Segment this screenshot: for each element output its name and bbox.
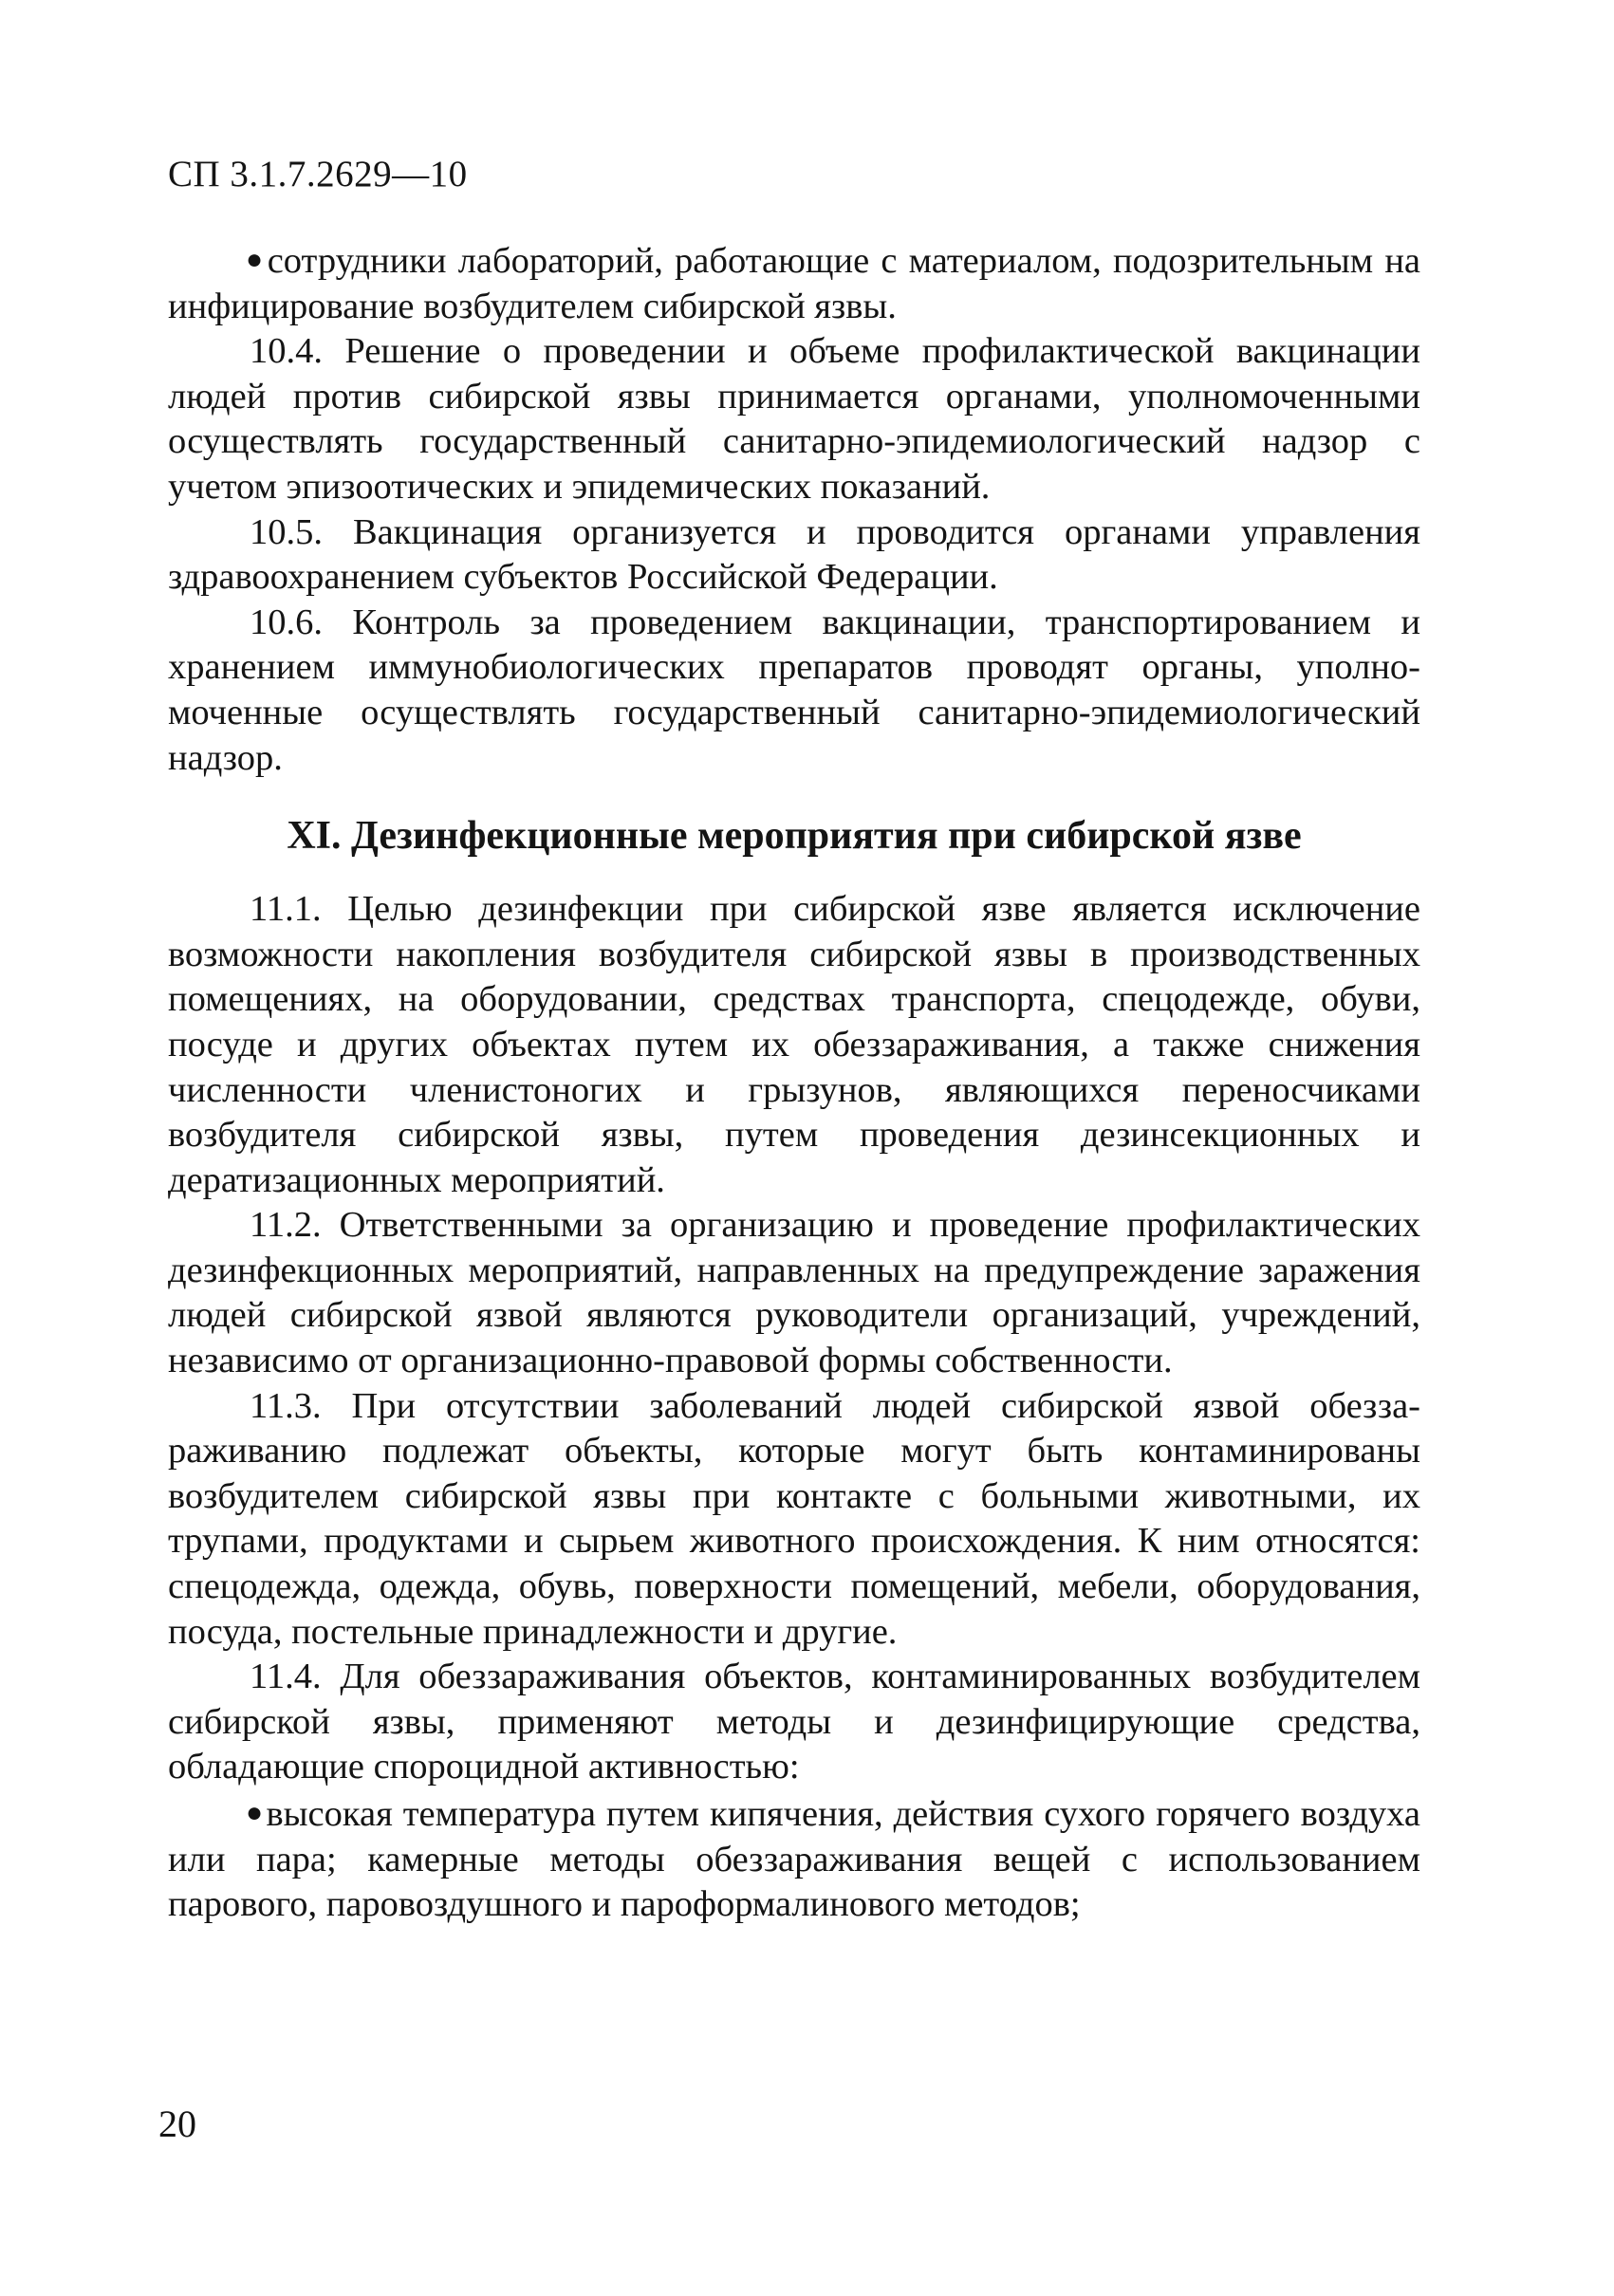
bullet-icon: ●: [246, 244, 266, 275]
bullet-text: сотрудники лабораторий, работающие с материалом, подозрительным на инфицирование возбудителем сибирской язвы.: [168, 241, 1421, 326]
document-code-header: СП 3.1.7.2629—10: [168, 154, 468, 194]
bullet-item: [168, 1790, 1420, 1928]
bullet-icon: ●: [246, 1797, 265, 1828]
paragraph-11-2: 11.2. Ответственными за организацию и проведение профилактических дезинфекционных мероприятий, направленных на предупреждение заражения людей сибирской язвой являются руководители организаций, учреждений, независимо от организационно-правовой формы собственности.: [168, 1205, 1420, 1381]
paragraph-11-1: 11.1. Целью дезинфекции при сибирской язве является исключение возможности накопления возбудителя сибирской язвы в производственных помещениях, на оборудовании, средствах транспорта, спецодежде, обуви, посуде и других объектах путем их обеззараживания, а также снижения численности членистоногих и грызунов, являющихся переносчиками возбудителя сибирской язвы, путем проведения дезинсекционных и дератизационных мероприятий.: [168, 889, 1420, 1200]
bullet-text: высокая температура путем кипячения, действия сухого горячего воздуха или пара; камерные методы обеззараживания вещей с использованием парового, паровоздушного и пароформалинового методов;: [168, 1794, 1421, 1925]
paragraph-11-3: 11.3. При отсутствии заболеваний людей сибирской язвой обеззараживанию подлежат объекты, которые могут быть контаминированы возбудителем сибирской язвы при контакте с больными животными, их трупами, продуктами и сырьем животного происхождения. К ним относятся: спецодежда, одежда, обувь, поверхности помещений, мебели, оборудования, посуда, постельные принадлежности и другие.: [168, 1385, 1420, 1652]
section-heading: XI. Дезинфекционные мероприятия при сибирской язве: [287, 814, 1302, 859]
bullet-item: [168, 237, 1420, 329]
paragraph-11-4: 11.4. Для обеззараживания объектов, контаминированных возбудителем сибирской язвы, применяют методы и дезинфицирующие средства, обладающие спороцидной активностью:: [168, 1657, 1420, 1787]
document-body: [168, 237, 1420, 1928]
paragraph-10-4: 10.4. Решение о проведении и объеме профилактической вакцинации людей против сибирской язвы принимается органами, уполномоченными осуществлять государственный санитарно-эпидемиологический надзор с учетом эпизоотических и эпидемических показаний.: [168, 331, 1420, 507]
paragraph-10-6: 10.6. Контроль за проведением вакцинации, транспортированием и хранением иммунобиологических препаратов проводят органы, уполномоченные осуществлять государственный санитарно-эпидемиологический надзор.: [168, 602, 1420, 778]
page-number: 20: [158, 2102, 196, 2145]
paragraph-10-5: 10.5. Вакцинация организуется и проводится органами управления здравоохранением субъектов Российской Федерации.: [168, 511, 1420, 598]
